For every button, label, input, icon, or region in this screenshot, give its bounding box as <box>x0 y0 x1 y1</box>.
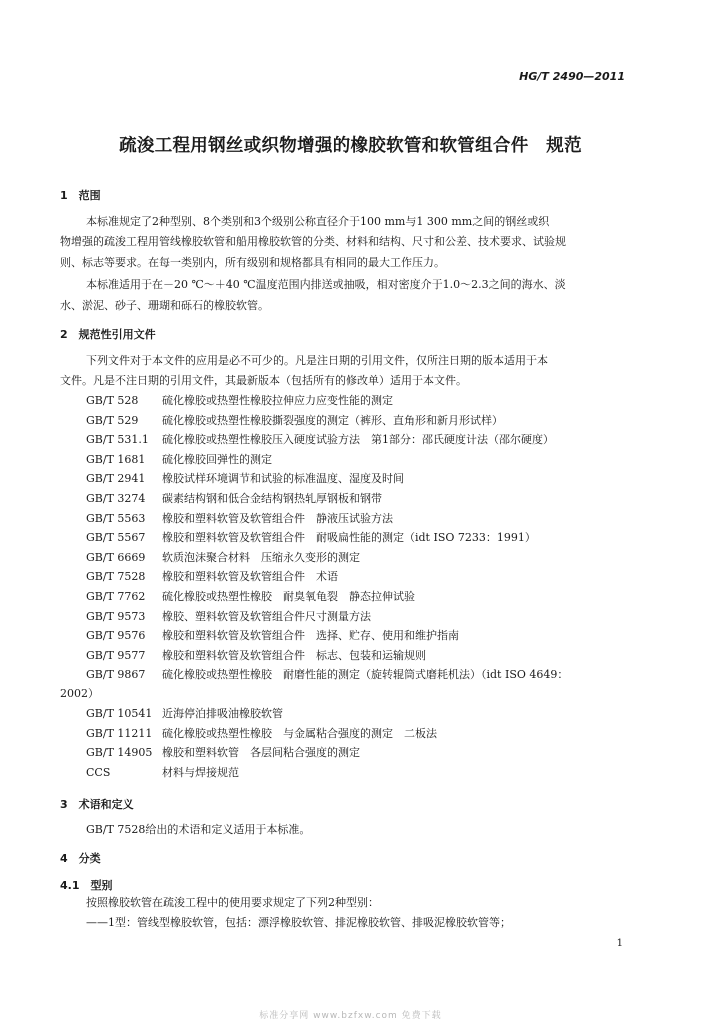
reference-code: GB/T 7528 <box>86 570 146 584</box>
s2-intro-line1: 下列文件对于本文件的应用是必不可少的。凡是注日期的引用文件，仅所注日期的版本适用于本 <box>86 354 548 367</box>
s1-p1-line2: 物增强的疏浚工程用管线橡胶软管和船用橡胶软管的分类、材料和结构、尺寸和公差、技术要求、试验规 <box>60 235 566 248</box>
reference-title: 橡胶和塑料软管及软管组合件 术语 <box>162 570 338 584</box>
reference-title: 硫化橡胶或热塑性橡胶 耐臭氧龟裂 静态拉伸试验 <box>162 589 415 603</box>
reference-continuation: 2002） <box>60 687 99 700</box>
reference-item <box>86 450 568 470</box>
reference-item <box>86 607 568 627</box>
section-1-heading: 1 范围 <box>60 189 101 202</box>
reference-code: GB/T 2941 <box>86 472 146 486</box>
s4-paragraph: 按照橡胶软管在疏浚工程中的使用要求规定了下列2种型别： <box>86 896 379 909</box>
reference-item <box>86 411 568 431</box>
reference-title: 橡胶和塑料软管 各层间粘合强度的测定 <box>162 746 360 760</box>
reference-code: GB/T 9867 <box>86 668 146 682</box>
section-4-1-heading: 4.1 型别 <box>60 879 113 892</box>
s2-intro-line2: 文件。凡是不注日期的引用文件，其最新版本（包括所有的修改单）适用于本文件。 <box>60 374 467 387</box>
reference-item <box>86 724 437 744</box>
reference-title: 碳素结构钢和低合金结构钢热轧厚钢板和钢带 <box>162 491 382 505</box>
reference-item <box>86 665 568 685</box>
s1-p2-line1: 本标准适用于在－20 ℃～＋40 ℃温度范围内排送或抽吸，相对密度介于1.0～2.3之间的海水、淡 <box>86 278 566 291</box>
section-3-heading: 3 术语和定义 <box>60 798 134 811</box>
reference-item <box>86 528 568 548</box>
reference-item <box>86 626 568 646</box>
reference-title: 橡胶和塑料软管及软管组合件 标志、包装和运输规则 <box>162 648 426 662</box>
reference-code: GB/T 531.1 <box>86 433 149 447</box>
reference-item <box>86 587 568 607</box>
reference-title: 材料与焊接规范 <box>162 765 239 779</box>
reference-title: 硫化橡胶回弹性的测定 <box>162 452 272 466</box>
reference-code: GB/T 14905 <box>86 746 153 760</box>
reference-title: 橡胶、塑料软管及软管组合件尺寸测量方法 <box>162 609 371 623</box>
s1-p1-line3: 则、标志等要求。在每一类别内，所有级别和规格都具有相同的最大工作压力。 <box>60 256 445 269</box>
reference-item <box>86 704 437 724</box>
watermark: 标准分享网 www.bzfxw.com 免费下载 <box>259 1011 442 1021</box>
reference-item <box>86 489 568 509</box>
reference-item <box>86 763 437 783</box>
reference-code: GB/T 6669 <box>86 550 146 564</box>
reference-title: 橡胶和塑料软管及软管组合件 静液压试验方法 <box>162 511 393 525</box>
reference-code: GB/T 5567 <box>86 531 146 545</box>
reference-item <box>86 469 568 489</box>
reference-code: GB/T 9576 <box>86 629 146 643</box>
reference-code: GB/T 9573 <box>86 609 146 623</box>
reference-title: 橡胶试样环境调节和试验的标准温度、湿度及时间 <box>162 472 404 486</box>
reference-code: GB/T 5563 <box>86 511 146 525</box>
reference-title: 硫化橡胶或热塑性橡胶 耐磨性能的测定（旋转辊筒式磨耗机法）（idt ISO 4649： <box>162 668 569 682</box>
normative-references-list-2 <box>86 704 437 782</box>
page-number: 1 <box>616 938 623 949</box>
reference-item <box>86 548 568 568</box>
s4-item-type1: ——1型：管线型橡胶软管，包括：漂浮橡胶软管、排泥橡胶软管、排吸泥橡胶软管等； <box>86 916 511 929</box>
reference-code: CCS <box>86 765 111 779</box>
s3-paragraph: GB/T 7528给出的术语和定义适用于本标准。 <box>86 823 311 836</box>
s1-p1-line1: 本标准规定了2种型别、8个类别和3个级别公称直径介于100 mm与1 300 mm之间的钢丝或织 <box>86 215 550 228</box>
reference-title: 软质泡沫聚合材料 压缩永久变形的测定 <box>162 550 360 564</box>
standard-code: HG/T 2490—2011 <box>519 70 625 83</box>
reference-code: GB/T 1681 <box>86 452 146 466</box>
reference-title: 硫化橡胶或热塑性橡胶压入硬度试验方法 第1部分：邵氏硬度计法（邵尔硬度） <box>162 433 554 447</box>
reference-title: 硫化橡胶或热塑性橡胶 与金属粘合强度的测定 二板法 <box>162 726 437 740</box>
reference-title: 橡胶和塑料软管及软管组合件 耐吸扁性能的测定（idt ISO 7233：1991） <box>162 531 536 545</box>
reference-item <box>86 509 568 529</box>
reference-item <box>86 567 568 587</box>
reference-item <box>86 646 568 666</box>
reference-item <box>86 743 437 763</box>
section-2-heading: 2 规范性引用文件 <box>60 328 156 341</box>
reference-code: GB/T 11211 <box>86 726 153 740</box>
reference-code: GB/T 7762 <box>86 589 146 603</box>
reference-code: GB/T 528 <box>86 394 139 407</box>
s1-p2-line2: 水、淤泥、砂子、珊瑚和砾石的橡胶软管。 <box>60 299 269 312</box>
reference-code: GB/T 9577 <box>86 648 146 662</box>
reference-title: 橡胶和塑料软管及软管组合件 选择、贮存、使用和维护指南 <box>162 629 459 643</box>
reference-code: GB/T 10541 <box>86 707 153 720</box>
page-title: 疏浚工程用钢丝或织物增强的橡胶软管和软管组合件 规范 <box>119 136 582 156</box>
reference-title: 近海停泊排吸油橡胶软管 <box>162 707 283 720</box>
reference-code: GB/T 529 <box>86 413 139 427</box>
reference-title: 硫化橡胶或热塑性橡胶撕裂强度的测定（裤形、直角形和新月形试样） <box>162 413 503 427</box>
reference-code: GB/T 3274 <box>86 491 146 505</box>
section-4-heading: 4 分类 <box>60 852 101 865</box>
normative-references-list <box>86 391 568 685</box>
reference-item <box>86 430 568 450</box>
reference-title: 硫化橡胶或热塑性橡胶拉伸应力应变性能的测定 <box>162 394 393 407</box>
reference-item <box>86 391 568 411</box>
